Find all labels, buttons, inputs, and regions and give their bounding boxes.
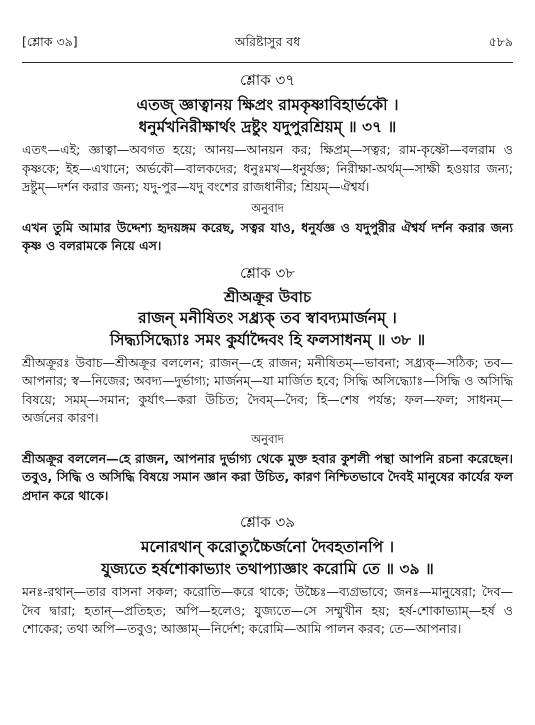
sloka-39-heading: শ্লোক ৩৯ xyxy=(240,513,295,531)
sloka-38-translation: শ্রীঅক্রূর বললেন—হে রাজন, আপনার দুর্ভাগ্য থেকে মুক্ত হবার কুশলী পন্থা আপনি রচনা করেছেন। তবুও, সিদ্ধি ও অসিদ্ধি বিষয়ে সমান জ্ঞান করা উচিত, কারণ নিশ্চিতভাবে দৈবই মানুষের কার্যের ফল প্রদান করে থাকে। xyxy=(22,450,513,503)
header-verse-ref: [শ্লোক ৩৯] xyxy=(22,34,78,49)
header-rule xyxy=(22,62,513,63)
sloka-37-word-meaning: এতৎ—এই; জ্ঞাত্বা—অবগত হয়ে; আনয়—আনয়ন কর; ক্ষিপ্রম্—সত্বর; রাম-কৃষ্ণৌ—বলরাম ও কৃষ্ণকে; ইহ—এখানে; অর্ভকৌ—বালকদের; ধনুঃমখ—ধনুর্যজ্ঞ; নিরীক্ষা-অর্থম্—সাক্ষী হওয়ার জন্য; দ্রষ্টুম্—দর্শন করার জন্য; যদু-পুর—যদু বংশের রাজধানীর; শ্রিয়ম্—ঐশ্বর্য। xyxy=(22,142,513,194)
page-number: ৫৮৯ xyxy=(488,34,513,49)
sloka-39-verse-line-1: মনোরথান্ করোত্যুচ্চৈর্জনো দৈবহতানপি । xyxy=(140,538,395,556)
page-header xyxy=(22,0,513,54)
sloka-38-verse-line-2: সিদ্ধ্যসিদ্ধ্যোঃ সমং কুর্যাদ্দৈবং হি ফলসাধনম্ ॥ ৩৮ ॥ xyxy=(109,330,426,349)
sloka-37-verse-line-2: ধনুর্মখনিরীক্ষার্থং দ্রষ্টুং যদুপুরশ্রিয়ম্ ॥ ৩৭ ॥ xyxy=(138,118,397,136)
header-chapter-title: অরিষ্টাসুর বধ xyxy=(234,34,301,49)
sloka-37-translation: এখন তুমি আমার উদ্দেশ্য হৃদয়ঙ্গম করেছ, সত্বর যাও, ধনুর্যজ্ঞ ও যদুপুরীর ঐশ্বর্য দর্শন করার জন্য কৃষ্ণ ও বলরামকে নিয়ে এস। xyxy=(22,219,513,253)
sloka-37-verse-line-1: এতজ্ জ্ঞাত্বানয় ক্ষিপ্রং রামকৃষ্ণাবিহার্ভকৌ । xyxy=(136,96,399,114)
sloka-37-anubad-label: অনুবাদ xyxy=(251,200,284,215)
sloka-39-word-meaning: মনঃ-রথান্—তার বাসনা সকল; করোতি—করে থাকে; উচ্চৈঃ—ব্যগ্রভাবে; জনঃ—মানুষেরা; দৈব—দৈব দ্বারা; হতান্—প্রতিহত; অপি—হলেও; যুজ্যতে—সে সম্মুখীন হয়; হর্ষ-শোকাভ্যাম্—হর্ষ ও শোকের; তথা অপি—তবুও; আজ্ঞাম্—নির্দেশ; করোমি—আমি পালন করব; তে—আপনার। xyxy=(22,584,513,636)
sloka-38-verse-line-1: রাজন্ মনীষিতং সধ্র্যক্ তব স্বাবদ্যমার্জনম্ । xyxy=(138,308,397,327)
sloka-37-heading: শ্লোক ৩৭ xyxy=(240,71,295,89)
sloka-38-heading: শ্লোক ৩৮ xyxy=(240,263,295,282)
sloka-38-speaker: শ্রীঅক্রূর উবাচ xyxy=(223,287,312,306)
sloka-38-anubad-label: অনুবাদ xyxy=(251,431,284,446)
sloka-38-word-meaning: শ্রীঅক্রূরঃ উবাচ—শ্রীঅক্রূর বললেন; রাজন্—হে রাজন; মনীষিতম্—ভাবনা; সধ্র্যক্—সঠিক; তব—আপনার; স্ব—নিজের; অবদ্য—দুর্ভাগ্য; মার্জনম্—যা মার্জিত হবে; সিদ্ধি অসিদ্ধ্যোঃ—সিদ্ধি ও অসিদ্ধি বিষয়ে; সমম্—সমান; কুর্যাৎ—করা উচিত; দৈবম্—দৈব; হি—শেষ পর্যন্ত; ফল—ফল; সাধনম্—অর্জনের কারণ। xyxy=(22,354,513,425)
sloka-39-verse-line-2: যুজ্যতে হর্ষশোকাভ্যাং তথাপ্যাজ্ঞাং করোমি তে ॥ ৩৯ ॥ xyxy=(101,560,434,578)
